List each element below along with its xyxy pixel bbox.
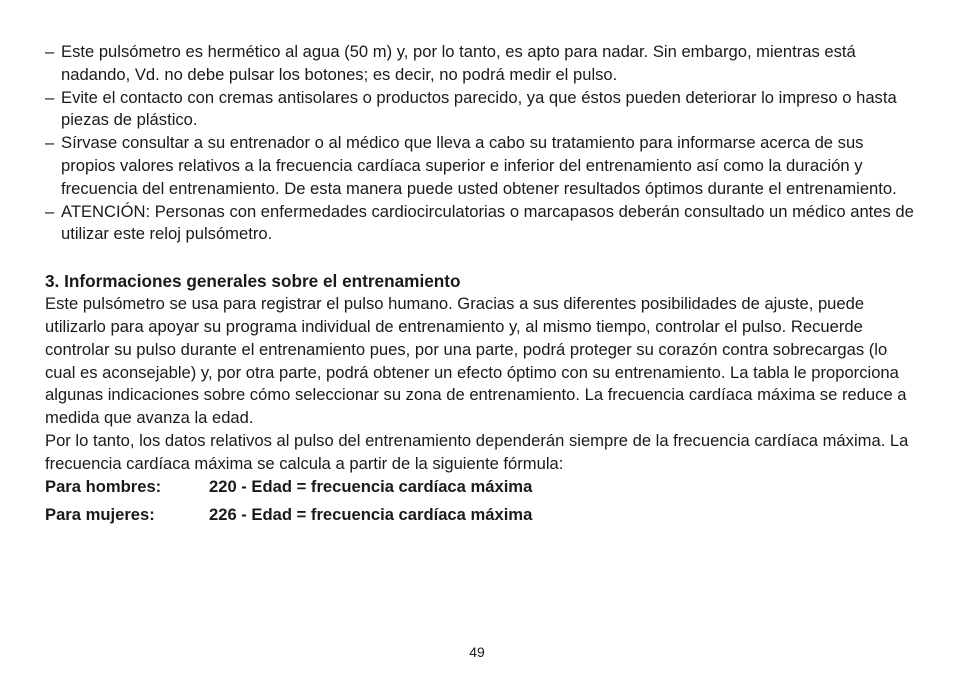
list-item-text: Este pulsómetro es hermético al agua (50 m) y, por lo tanto, es apto para nadar. Sin embargo, mientras está nadando, Vd. no debe pulsar los botones; es decir, no podrá medir el pulso. (61, 42, 856, 84)
list-item (45, 132, 915, 200)
bullet-dash: – (45, 133, 55, 153)
formula-row-women (45, 504, 915, 527)
document-page (45, 41, 915, 527)
list-item-text: Sírvase consultar a su entrenador o al médico que lleva a cabo su tratamiento para informarse acerca de sus propios valores relativos a la frecuencia cardíaca superior e inferior del entrenamiento así como la duración y frecuencia del entrenamiento. De esta manera puede usted obtener resultados óptimos durante el entrenamiento. (61, 133, 897, 198)
formula-text: 226 - Edad = frecuencia cardíaca máxima (209, 505, 533, 525)
list-item (45, 201, 915, 247)
list-item (45, 41, 915, 87)
formula-intro-paragraph: Por lo tanto, los datos relativos al pulso del entrenamiento dependerán siempre de la frecuencia cardíaca máxima. La frecuencia cardíaca máxima se calcula a partir de la siguiente fórmula: (45, 430, 909, 473)
formula-row-men (45, 476, 915, 499)
intro-paragraph: Este pulsómetro se usa para registrar el pulso humano. Gracias a sus diferentes posibilidades de ajuste, puede utilizarlo para apoyar su programa individual de entrenamiento y, al mismo tiempo, controlar el pulso. Recuerde controlar su pulso durante el entrenamiento pues, por una parte, podrá proteger su corazón contra sobrecargas (lo cual es aconsejable) y, por otra parte, podrá obtener un efecto óptimo con su entrenamiento. La tabla le proporciona algunas indicaciones sobre cómo seleccionar su zona de entrenamiento. La frecuencia cardíaca máxima se reduce a medida que avanza la edad. (45, 294, 907, 428)
formula-label: Para hombres: (45, 476, 162, 496)
page-number: 49 (469, 644, 485, 660)
bullet-dash: – (45, 201, 55, 221)
section-heading: 3. Informaciones generales sobre el entrenamiento (45, 271, 461, 292)
list-item-text: Evite el contacto con cremas antisolares o productos parecido, ya que éstos pueden deteriorar lo impreso o hasta piezas de plástico. (61, 87, 897, 130)
precautions-list (45, 41, 915, 246)
bullet-dash: – (45, 42, 55, 61)
bullet-dash: – (45, 87, 55, 107)
list-item (45, 87, 915, 133)
formula-label: Para mujeres: (45, 505, 155, 525)
list-item-text: ATENCIÓN: Personas con enfermedades cardiocirculatorias o marcapasos deberán consultado un médico antes de utilizar este reloj pulsómetro. (61, 201, 914, 244)
formula-text: 220 - Edad = frecuencia cardíaca máxima (209, 476, 533, 496)
